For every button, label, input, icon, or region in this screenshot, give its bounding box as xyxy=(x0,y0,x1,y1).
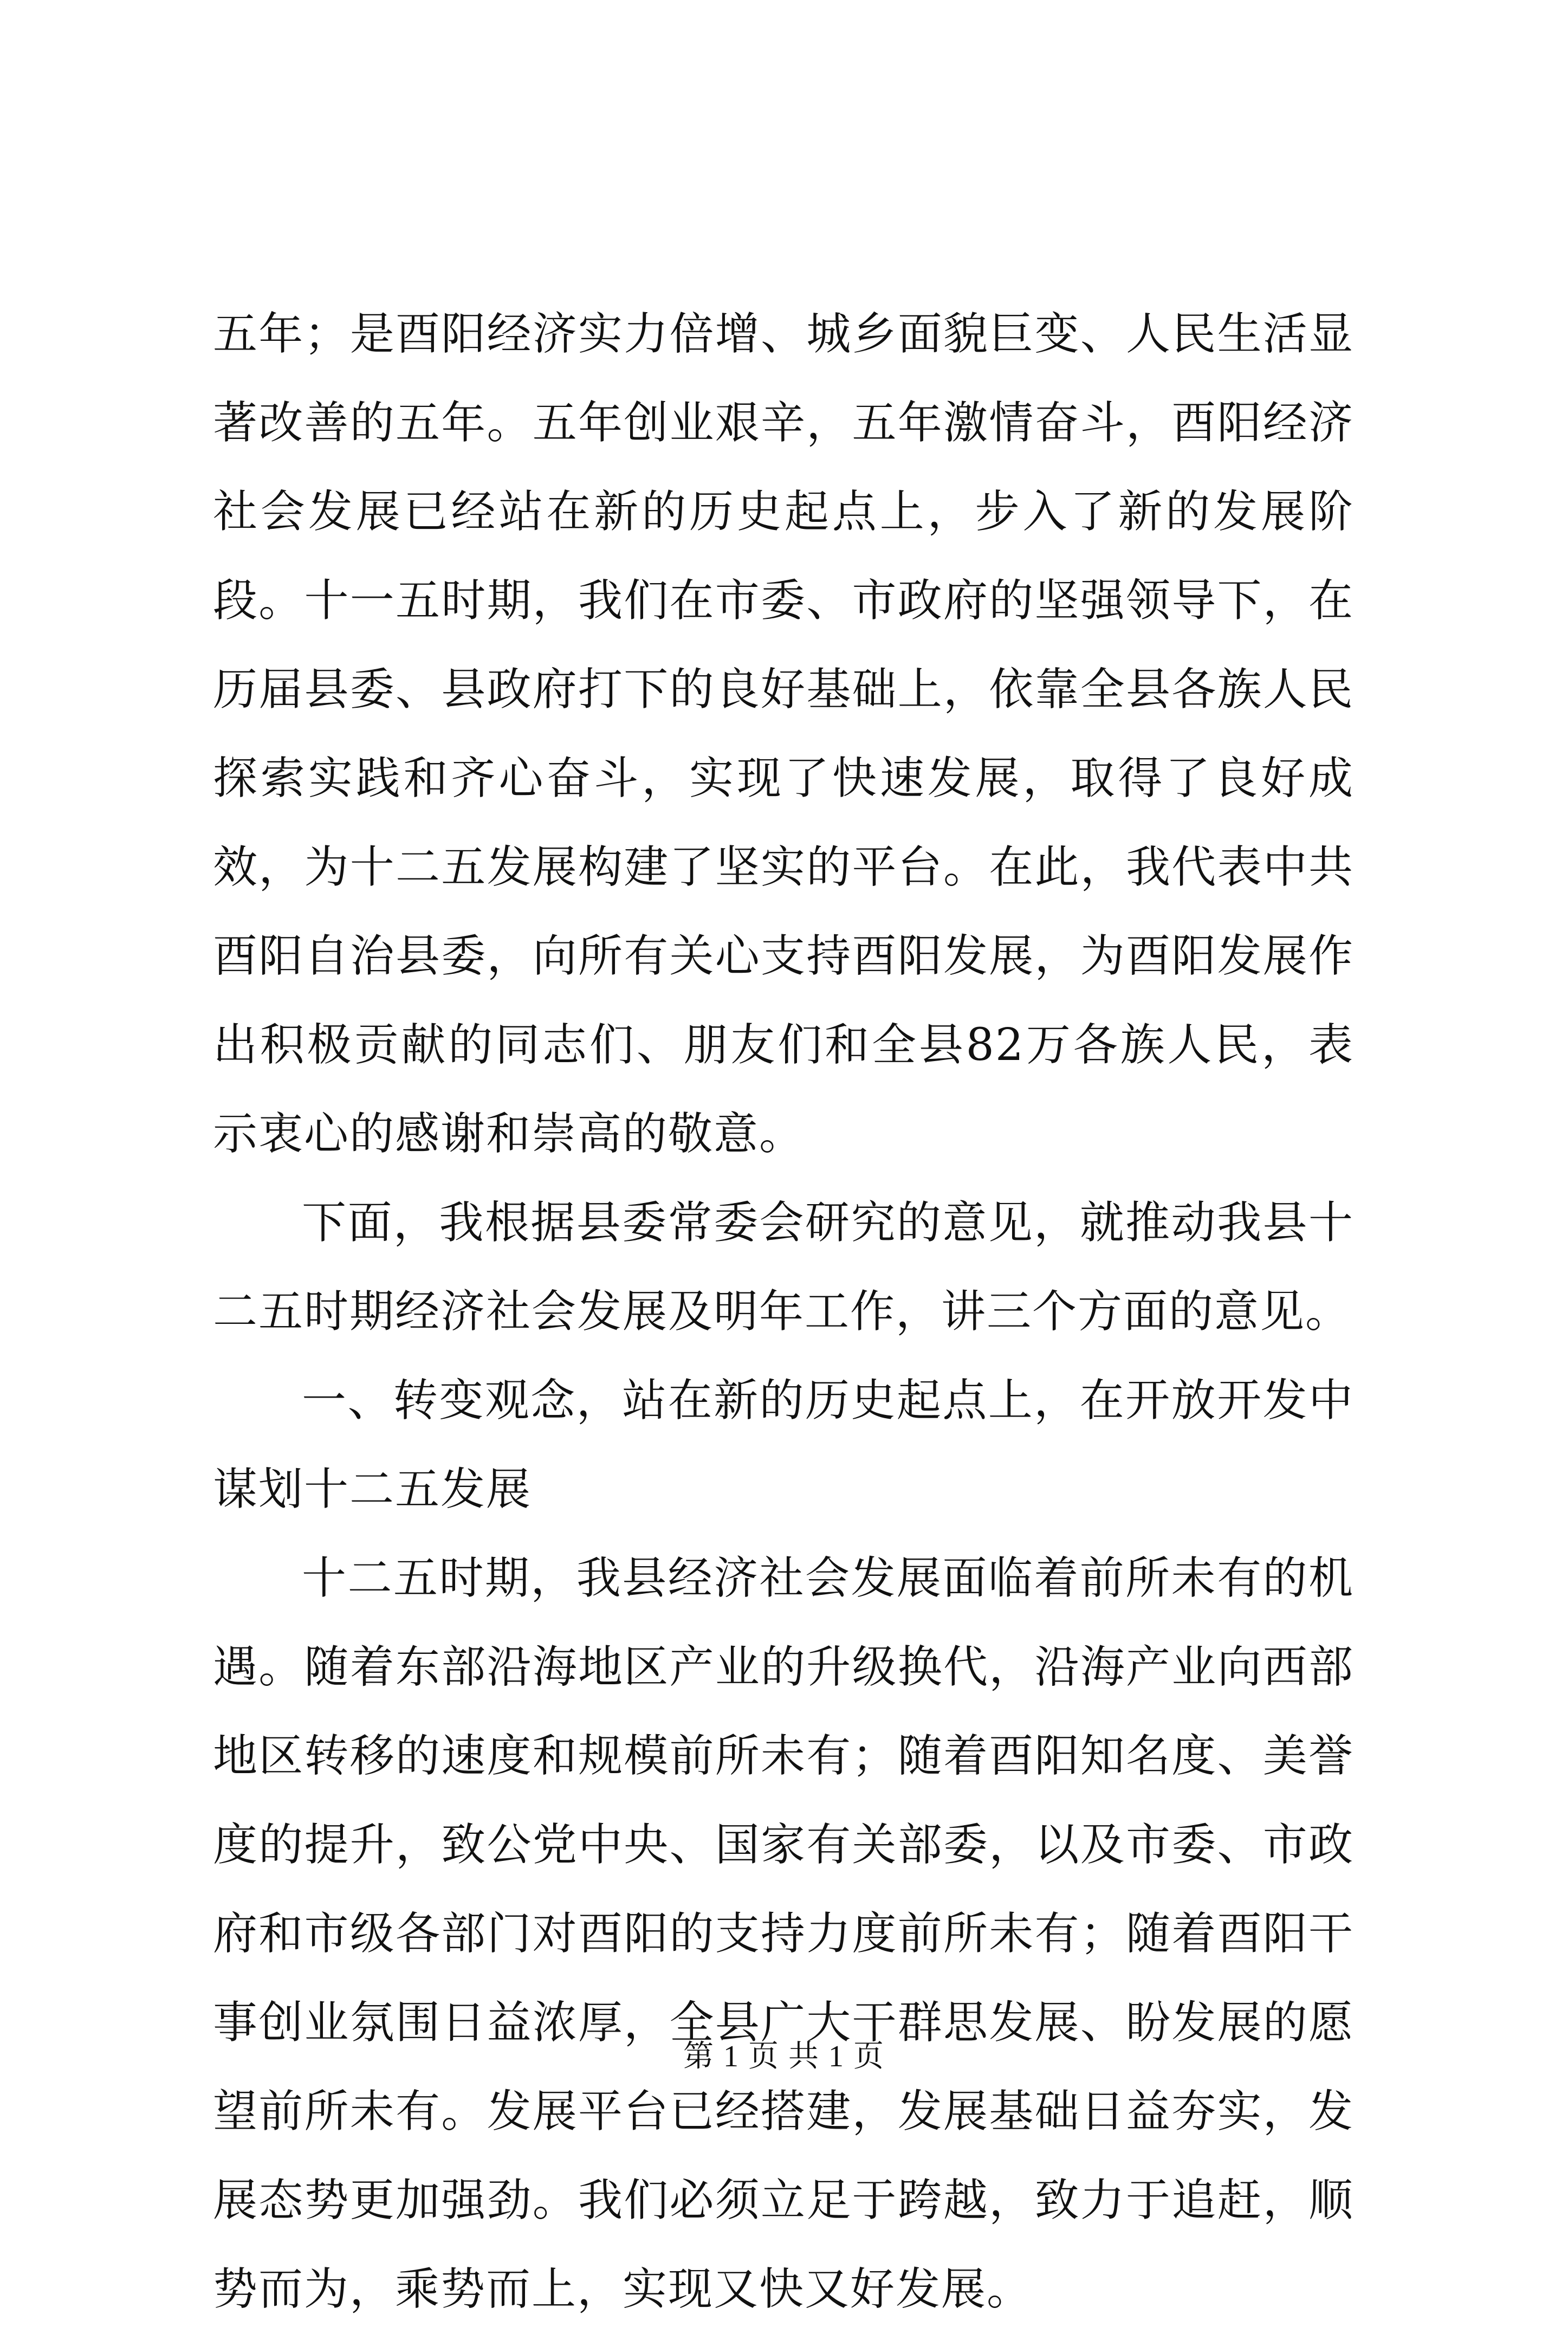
section-heading: 一、转变观念，站在新的历史起点上，在开放开发中谋划十二五发展 xyxy=(213,1375,1354,1515)
document-body xyxy=(213,290,1354,2334)
paragraph-opportunities: 十二五时期，我县经济社会发展面临着前所未有的机遇。随着东部沿海地区产业的升级换代，沿海产业向西部地区转移的速度和规模前所未有；随着酉阳知名度、美誉度的提升，致公党中央、国家有关部委，以及市委、市政府和市级各部门对酉阳的支持力度前所未有；随着酉阳干事创业氛围日益浓厚，全县广大干群思发展、盼发展的愿望前所未有。发展平台已经搭建，发展基础日益夯实，发展态势更加强劲。我们必须立足于跨越，致力于追赶，顺势而为，乘势而上，实现又快又好发展。 xyxy=(213,1553,1354,2315)
page-number-footer: 第 1 页 共 1 页 xyxy=(683,2040,885,2073)
paragraph-intro: 下面，我根据县委常委会研究的意见，就推动我县十二五时期经济社会发展及明年工作，讲三个方面的意见。 xyxy=(213,1197,1354,1337)
paragraph-continuation: 五年；是酉阳经济实力倍增、城乡面貌巨变、人民生活显著改善的五年。五年创业艰辛，五年激情奋斗，酉阳经济社会发展已经站在新的历史起点上，步入了新的发展阶段。十一五时期，我们在市委、市政府的坚强领导下，在历届县委、县政府打下的良好基础上，依靠全县各族人民探索实践和齐心奋斗，实现了快速发展，取得了良好成效，为十二五发展构建了坚实的平台。在此，我代表中共酉阳自治县委，向所有关心支持酉阳发展，为酉阳发展作出积极贡献的同志们、朋友们和全县82万各族人民，表示衷心的感谢和崇高的敬意。 xyxy=(213,308,1354,1160)
